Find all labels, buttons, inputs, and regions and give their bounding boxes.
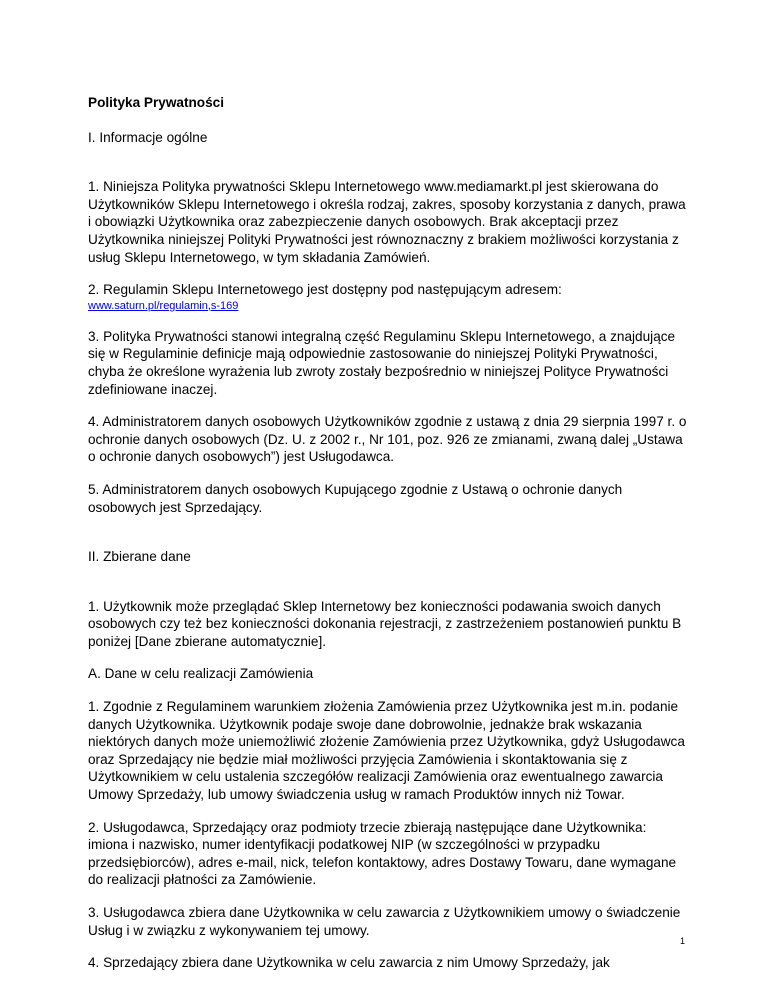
section-heading-1: I. Informacje ogólne [88, 129, 208, 145]
regulamin-link[interactable]: www.saturn.pl/regulamin,s-169 [88, 299, 239, 312]
paragraph [88, 281, 688, 313]
document-title: Polityka Prywatności [88, 95, 224, 110]
paragraph-text: 2. Regulamin Sklepu Internetowego jest dostępny pod następującym adresem: [88, 282, 562, 298]
paragraph: 3. Polityka Prywatności stanowi integralną część Regulaminu Sklepu Internetowego, a znajdujące się w Regulaminie definicje mają odpowiednie zastosowanie do niniejszej Polityki Prywatności, chyba że określone wyrażenia lub zwroty zostały bezpośrednio w niniejszej Polityce Prywatności zdefiniowane inaczej. [88, 328, 676, 397]
paragraph: 2. Usługodawca, Sprzedający oraz podmioty trzecie zbierają następujące dane Użytkownika: imiona i nazwisko, numer identyfikacji podatkowej NIP (w szczególności w przypadku przedsiębiorców), adres e-mail, nick, telefon kontaktowy, adres Dostawy Towaru, dane wymagane do realizacji płatności za Zamówienie. [88, 819, 677, 888]
paragraph: 1. Użytkownik może przeglądać Sklep Internetowy bez konieczności podawania swoich danych osobowych czy też bez konieczności dokonania rejestracji, z zastrzeżeniem postanowień punktu B poniżej [Dane zbierane automatycznie]. [88, 598, 682, 649]
subsection-heading: A. Dane w celu realizacji Zamówienia [88, 666, 314, 682]
paragraph: 1. Niniejsza Polityka prywatności Sklepu Internetowego www.mediamarkt.pl jest skierowana do Użytkowników Sklepu Internetowego i określa rodzaj, zakres, sposoby korzystania z danych, prawa i obowiązki Użytkownika oraz zabezpieczenie danych osobowych. Brak akceptacji przez Użytkownika niniejszej Polityki Prywatności jest równoznaczny z brakiem możliwości korzystania z usług Sklepu Internetowego, w tym składania Zamówień. [88, 179, 686, 265]
page-number: 1 [679, 936, 685, 946]
paragraph: 1. Zgodnie z Regulaminem warunkiem złożenia Zamówienia przez Użytkownika jest m.in. podanie danych Użytkownika. Użytkownik podaje swoje dane dobrowolnie, jednakże brak wskazania niektórych danych może uniemożliwić złożenie Zamówienia przez Użytkownika, gdyż Usługodawca oraz Sprzedający nie będzie miał możliwości przyjęcia Zamówienia i skontaktowania się z Użytkownikiem w celu ustalenia szczegółów realizacji Zamówienia oraz ewentualnego zawarcia Umowy Sprzedaży, lub umowy świadczenia usług w ramach Produktów innych niż Towar. [88, 699, 685, 803]
section-heading-2: II. Zbierane dane [88, 549, 191, 565]
document-body [88, 94, 688, 972]
paragraph: 4. Sprzedający zbiera dane Użytkownika w celu zawarcia z nim Umowy Sprzedaży, jak [88, 955, 610, 971]
paragraph: 4. Administratorem danych osobowych Użytkowników zgodnie z ustawą z dnia 29 sierpnia 1997 r. o ochronie danych osobowych (Dz. U. z 2002 r., Nr 101, poz. 926 ze zmianami, zwaną dalej „Ustawa o ochronie danych osobowych”) jest Usługodawca. [88, 414, 687, 465]
paragraph: 5. Administratorem danych osobowych Kupującego zgodnie z Ustawą o ochronie danych osobowych jest Sprzedający. [88, 481, 623, 515]
paragraph: 3. Usługodawca zbiera dane Użytkownika w celu zawarcia z Użytkownikiem umowy o świadczenie Usług i w związku z wykonywaniem tej umowy. [88, 905, 681, 938]
